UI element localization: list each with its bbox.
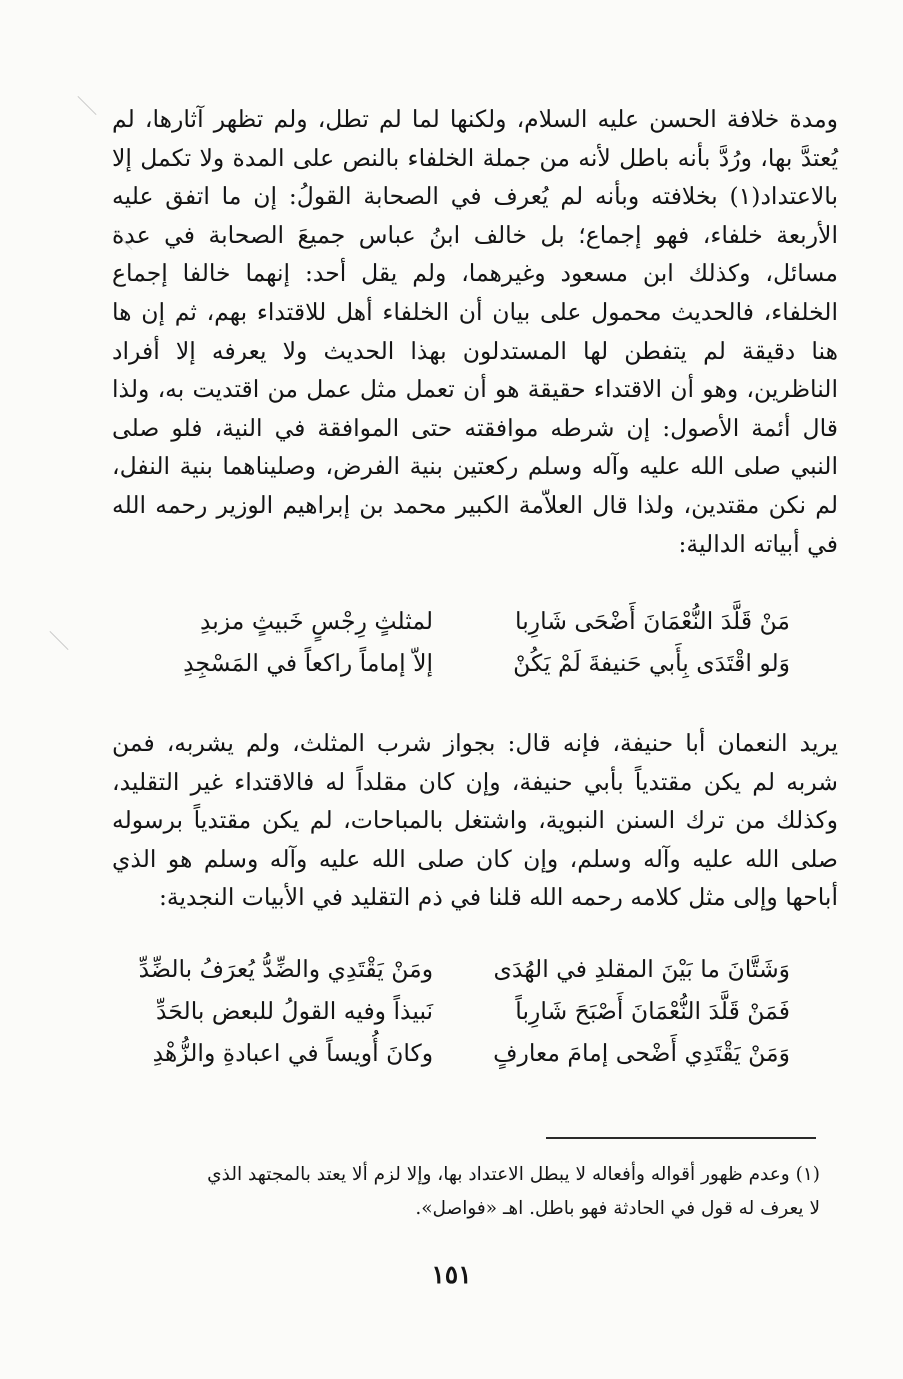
footnotes [112, 1158, 820, 1226]
paragraph-text: يريد النعمان أبا حنيفة، فإنه قال: بجواز شرب المثلث، ولم يشربه، فمن شربه لم يكن مقتدياً بأبي حنيفة، وإن كان مقلداً له فالاقتداء غير التقليد، وكذلك من ترك السنن النبوية، واشتغل بالمباحات، لم يكن مقتدياً برسوله صلى الله عليه وآله وسلم، وإن كان صلى الله عليه وآله وسلم هو الذي أباحها وإلى مثل كلامه رحمه الله قلنا في ذم التقليد في الأبيات النجدية: [112, 729, 838, 912]
verse-line [126, 1032, 790, 1074]
verse-line [126, 600, 790, 642]
footnote-line: لا يعرف له قول في الحادثة فهو باطل. اهـ «فواصل». [415, 1198, 820, 1219]
verse-first-hemistich: وَشَتَّانَ ما بَيْنَ المقلدِ في الهُدَى [493, 955, 790, 983]
verse-first-hemistich: وَلو اقْتَدَى بِأَبي حَنيفةَ لَمْ يَكُنْ [513, 649, 790, 677]
body-paragraph-2 [112, 724, 838, 917]
verse-line [126, 990, 790, 1032]
poem-verses-2 [126, 948, 790, 1074]
verse-first-hemistich: وَمَنْ يَقْتَدِي أَضْحى إمامَ معارفٍ [493, 1039, 790, 1067]
footnote-separator [546, 1137, 816, 1139]
verse-line [126, 948, 790, 990]
margin-mark [49, 631, 68, 650]
verse-first-hemistich: فَمَنْ قَلَّدَ النُّعْمَانَ أَصْبَحَ شَارِباً [515, 997, 790, 1025]
verse-second-hemistich: نَبيذاً وفيه القولُ للبعض بالحَدِّ [156, 997, 434, 1025]
verse-line [126, 642, 790, 684]
body-paragraph-1 [112, 100, 838, 563]
page-number: ١٥١ [431, 1260, 472, 1289]
margin-mark [77, 96, 96, 115]
verse-first-hemistich: مَنْ قَلَّدَ النُّعْمَانَ أَضْحَى شَارِبا [515, 607, 790, 635]
paragraph-text: ومدة خلافة الحسن عليه السلام، ولكنها لما لم تطل، ولم تظهر آثارها، لم يُعتدَّ بها، ورُدَّ بأنه باطل لأنه من جملة الخلفاء بالنص على المدة ولا تكمل إلا بالاعتداد(١) بخلافته وبأنه لم يُعرف في الصحابة القولُ: إن ما اتفق عليه الأربعة خلفاء، فهو إجماع؛ بل خالف ابنُ عباس جميعَ الصحابة في عدة مسائل، وكذلك ابن مسعود وغيرهما، ولم يقل أحد: إنهما خالفا إجماع الخلفاء، فالحديث محمول على بيان أن الخلفاء أهل للاقتداء بهم، ثم إن ها هنا دقيقة لم يتفطن لها المستدلون بهذا الحديث ولا يعرفه إلا أفراد الناظرين، وهو أن الاقتداء حقيقة هو أن تعمل مثل عمل من اقتديت به، ولذا قال أئمة الأصول: إن شرطه موافقته حتى الموافقة في النية، فلو صلى النبي صلى الله عليه وآله وسلم ركعتين بنية الفرض، وصليناهما بنية النفل، لم نكن مقتدين، ولذا قال العلاّمة الكبير محمد بن إبراهيم الوزير رحمه الله في أبياته الدالية: [112, 105, 838, 558]
poem-verses-1 [126, 600, 790, 684]
verse-second-hemistich: لمثلثٍ رِجْسٍ خَبيثٍ مزبدِ [199, 607, 434, 635]
footnote-line: (١) وعدم ظهور أقواله وأفعاله لا يبطل الاعتداد بها، وإلا لزم ألا يعتد بالمجتهد الذي [207, 1164, 820, 1185]
verse-second-hemistich: وكانَ أُويساً في اعبادةِ والزُّهْدِ [152, 1039, 434, 1067]
verse-second-hemistich: ومَنْ يَقْتَدِي والضِّدُّ يُعرَفُ بالضِّدِّ [138, 955, 434, 983]
verse-second-hemistich: إلاّ إماماً راكعاً في المَسْجِدِ [183, 649, 434, 677]
